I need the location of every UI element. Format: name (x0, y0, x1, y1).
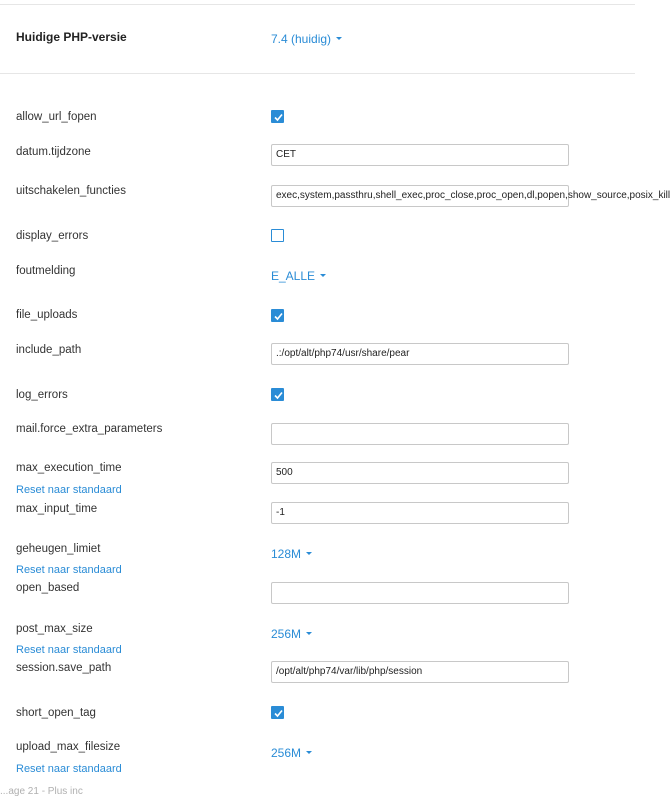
post-max-size-value: 256M (271, 627, 302, 641)
reset-memory-limit-link[interactable]: Reset naar standaard (16, 564, 122, 576)
section-divider (0, 73, 635, 74)
input-mail-force-extra-parameters[interactable] (271, 423, 569, 445)
checkbox-display-errors[interactable] (271, 229, 284, 242)
dropdown-post-max-size[interactable] (271, 627, 312, 641)
label-post-max-size: post_max_size (16, 623, 93, 635)
label-short-open-tag: short_open_tag (16, 707, 96, 719)
php-version-dropdown[interactable] (271, 32, 342, 46)
dropdown-memory-limit[interactable] (271, 547, 312, 561)
label-max-execution-time: max_execution_time (16, 462, 122, 474)
caret-down-icon (306, 552, 312, 555)
label-upload-max-filesize: upload_max_filesize (16, 741, 121, 753)
label-mail-force-extra-parameters: mail.force_extra_parameters (16, 423, 163, 435)
caret-down-icon (306, 632, 312, 635)
php-version-value: 7.4 (huidig) (271, 32, 332, 46)
input-max-execution-time[interactable]: 500 (271, 462, 569, 484)
label-include-path: include_path (16, 344, 82, 356)
caret-down-icon (306, 751, 312, 754)
checkbox-short-open-tag[interactable] (271, 706, 284, 719)
dropdown-upload-max-filesize[interactable] (271, 746, 312, 760)
input-include-path[interactable]: .:/opt/alt/php74/usr/share/pear (271, 343, 569, 365)
checkmark-icon (273, 390, 284, 401)
upload-max-filesize-value: 256M (271, 746, 302, 760)
input-date-timezone[interactable]: CET (271, 144, 569, 166)
input-disable-functions[interactable]: exec,system,passthru,shell_exec,proc_close,proc_open,dl,popen,show_source,posix_kill (271, 185, 569, 207)
input-session-save-path[interactable]: /opt/alt/php74/var/lib/php/session (271, 661, 569, 683)
input-max-input-time[interactable]: -1 (271, 502, 569, 524)
label-open-basedir: open_based (16, 582, 80, 594)
reset-post-max-size-link[interactable]: Reset naar standaard (16, 644, 122, 656)
label-memory-limit: geheugen_limiet (16, 543, 101, 555)
input-open-basedir[interactable] (271, 582, 569, 604)
label-log-errors: log_errors (16, 389, 68, 401)
reset-upload-max-filesize-link[interactable]: Reset naar standaard (16, 763, 122, 775)
label-max-input-time: max_input_time (16, 503, 98, 515)
checkmark-icon (273, 311, 284, 322)
label-disable-functions: uitschakelen_functies (16, 185, 126, 197)
checkbox-file-uploads[interactable] (271, 309, 284, 322)
checkmark-icon (273, 112, 284, 123)
memory-limit-value: 128M (271, 547, 302, 561)
caret-down-icon (336, 37, 342, 40)
dropdown-error-reporting[interactable] (271, 269, 326, 283)
label-allow-url-fopen: allow_url_fopen (16, 111, 97, 123)
php-version-label: Huidige PHP-versie (16, 30, 127, 44)
top-divider (0, 4, 635, 5)
label-session-save-path: session.save_path (16, 662, 112, 674)
error-reporting-value: E_ALLE (271, 269, 316, 283)
label-file-uploads: file_uploads (16, 309, 78, 321)
footer-cut-text: ...age 21 - Plus inc (0, 786, 83, 797)
checkbox-allow-url-fopen[interactable] (271, 110, 284, 123)
label-date-timezone: datum.tijdzone (16, 146, 91, 158)
caret-down-icon (320, 274, 326, 277)
checkmark-icon (273, 708, 284, 719)
label-error-reporting: foutmelding (16, 265, 76, 277)
label-display-errors: display_errors (16, 230, 89, 242)
checkbox-log-errors[interactable] (271, 388, 284, 401)
reset-max-execution-time-link[interactable]: Reset naar standaard (16, 484, 122, 496)
